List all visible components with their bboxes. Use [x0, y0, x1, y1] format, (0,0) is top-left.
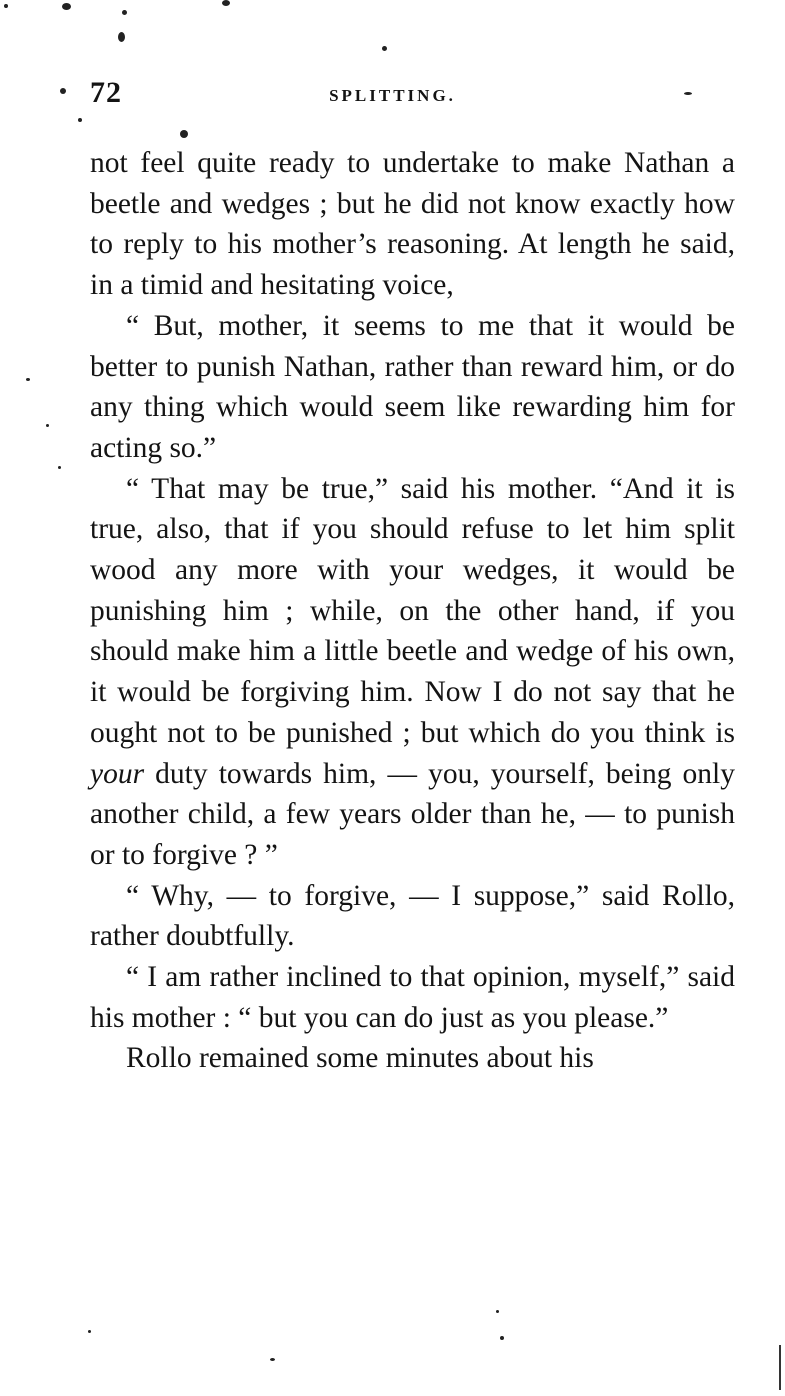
page-edge-line: [779, 1345, 781, 1390]
scan-speck: [26, 378, 30, 381]
paragraph-text: Rollo remained some minutes about his: [126, 1042, 594, 1075]
scan-speck: [62, 3, 71, 10]
scan-speck: [270, 1358, 275, 1361]
scan-speck: [500, 1336, 504, 1340]
scan-speck: [496, 1310, 499, 1313]
paragraph-text: “ That may be true,” said his mother. “And it is true, also, that if you should refuse to let him split wood any more with your wedges, it would be punishing him ; while, on the other hand, if you should make him a little beetle and wedge of his own, it would be forgiving him. Now I do not say that he ought not to be punished ; but which do you think is: [90, 472, 735, 749]
paragraph-1: [90, 143, 735, 306]
scan-speck: [88, 1330, 91, 1333]
body-text: [90, 143, 735, 1079]
running-head: SPLITTING.: [329, 86, 456, 105]
emphasis-your: your: [90, 757, 145, 790]
paragraph-text: “ But, mother, it seems to me that it would be better to punish Nathan, rather than reward him, or do any thing which would seem like rewarding him for acting so.”: [90, 309, 735, 464]
scan-speck: [122, 10, 127, 15]
paragraph-text: “ Why, — to forgive, — I suppose,” said Rollo, rather doubtfully.: [90, 879, 735, 953]
scan-speck: [180, 130, 188, 138]
scan-speck: [684, 92, 692, 95]
scan-speck: [4, 4, 8, 8]
paragraph-text: not feel quite ready to undertake to make Nathan a beetle and wedges ; but he did not know exactly how to reply to his mother’s reasoning. At length he said, in a timid and hesitating voice,: [90, 147, 735, 302]
paragraph-text: “ I am rather inclined to that opinion, myself,” said his mother : “ but you can do just as you please.”: [90, 961, 735, 1034]
paragraph-6: [90, 1038, 735, 1079]
scan-speck: [60, 88, 66, 94]
paragraph-4: [90, 876, 735, 957]
scan-speck: [78, 118, 82, 122]
paragraph-5: [90, 957, 735, 1038]
scan-speck: [58, 466, 61, 469]
scan-speck: [382, 46, 387, 51]
paragraph-text: duty towards him, — you, yourself, being only another child, a few years older than he, — to punish or to forgive ? ”: [90, 757, 735, 871]
scan-speck: [118, 32, 125, 42]
scan-speck: [46, 424, 49, 427]
paragraph-3: [90, 469, 735, 876]
scan-speck: [222, 0, 230, 6]
paragraph-2: [90, 306, 735, 469]
page-number: 72: [90, 76, 122, 109]
